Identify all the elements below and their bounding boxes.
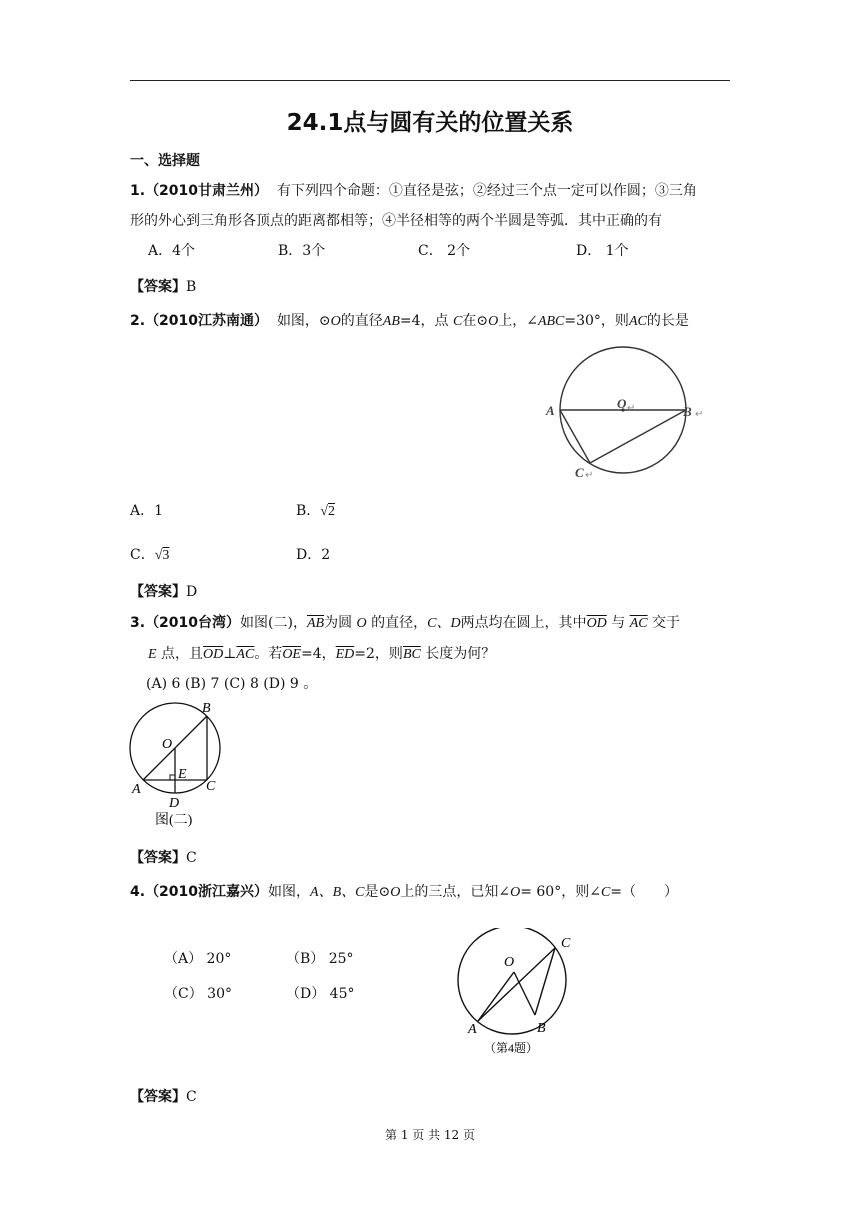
q1-source: （2010甘肃兰州） [145, 183, 269, 199]
q2-var-ac: AC [628, 314, 647, 329]
q2-label-a: A [546, 403, 555, 418]
section-heading: 一、选择题 [130, 153, 200, 169]
q3-text: 长度为何？ [425, 646, 496, 662]
q2-answer-value: D [186, 584, 198, 600]
q2-text: 上，∠ [498, 313, 538, 329]
q3-var-cd: C、D [427, 616, 461, 631]
q4-radius-ob [514, 972, 535, 1015]
q1-answer-label: 【答案】 [130, 279, 186, 295]
q4-var-o: O [510, 885, 521, 900]
q4-text: =（ ） [610, 884, 679, 900]
q3-text: 。若 [254, 646, 283, 662]
q3-seg-ed: $\overline{ED}$ [335, 647, 355, 662]
page-title: 24.1点与圆有关的位置关系 [286, 110, 574, 136]
q2-mark-c: ↵ [585, 470, 594, 481]
q3-text: 与 [611, 615, 626, 631]
q4-var-abc: A、B、C [310, 885, 365, 900]
q3-right-angle-mark [170, 775, 175, 780]
q1-option-c: C． 2个 [418, 243, 471, 259]
q3-seg-ab: $\overline{AB}$ [306, 616, 325, 631]
q2-text: 在⊙ [462, 313, 489, 329]
q3-label-b: B [202, 701, 211, 716]
page-footer: 第 1 页 共 12 页 [385, 1128, 475, 1142]
q2-label-o: O [617, 396, 627, 411]
q2-var-c: C [453, 314, 463, 329]
q4-option-b: （B） 25° [286, 951, 354, 967]
q4-text: 上的三点，已知∠ [400, 884, 511, 900]
q3-options: (A) 6 (B) 7 (C) 8 (D) 9 。 [146, 676, 318, 692]
q2-var-o: O [488, 314, 499, 329]
q1-line1 [130, 180, 697, 200]
q4-text: = 60°，则∠ [520, 884, 601, 900]
q4-label-b: B [537, 1021, 546, 1036]
q2-var-ab: AB [382, 314, 400, 329]
q4-radius-oa [478, 972, 514, 1021]
sqrt-sign: √ [154, 548, 163, 563]
q2-option-a: A．1 [130, 503, 164, 519]
q2-text: 的长是 [646, 313, 689, 329]
q2-mark-b: ↵ [695, 409, 704, 420]
q1-option-b: B．3个 [278, 243, 326, 259]
q2-text: 如图，⊙ [276, 313, 331, 329]
q1-number: 1. [130, 183, 146, 199]
q4-text: 如图， [268, 884, 311, 900]
q4-option-c: （C） 30° [164, 986, 232, 1002]
q3-seg-oe: $\overline{OE}$ [282, 647, 301, 662]
q2-label-b: B [683, 404, 692, 419]
q3-answer-label: 【答案】 [130, 850, 186, 866]
q2-chord-ac [560, 410, 590, 463]
q4-stem [130, 881, 678, 901]
q2-option-c-label: C． [130, 547, 155, 563]
q3-seg-od: $\overline{OD}$ [586, 616, 607, 631]
q3-stem-line1 [130, 612, 680, 632]
q4-option-d: （D） 45° [286, 986, 355, 1002]
q3-number: 3. [130, 615, 146, 631]
q1-answer-value: B [186, 279, 197, 295]
q3-source: （2010台湾） [145, 615, 241, 631]
q2-text: 的直径 [340, 313, 383, 329]
q3-var-o: O [356, 616, 367, 631]
q4-text: 是⊙ [364, 884, 391, 900]
q3-text: 如图(二)， [240, 615, 307, 631]
q2-label-c: C [575, 465, 584, 480]
q1-option-a: A．4个 [148, 243, 196, 259]
q2-text: =4，点 [399, 313, 449, 329]
q3-text: 的直径， [371, 615, 428, 631]
q2-text: =30°，则 [564, 313, 629, 329]
q4-option-a: （A） 20° [164, 951, 232, 967]
header-rule [130, 80, 730, 81]
q4-answer [130, 1086, 197, 1106]
q3-text: 为圆 [324, 615, 353, 631]
q2-option-b [296, 500, 335, 520]
q4-label-a: A [468, 1022, 477, 1037]
q4-answer-value: C [186, 1089, 197, 1105]
q3-answer [130, 847, 197, 867]
q2-option-b-label: B． [296, 503, 321, 519]
q1-text-line2: 形的外心到三角形各顶点的距离都相等；④半径相等的两个半圆是等弧．其中正确的有 [130, 213, 662, 229]
q3-var-e: E [148, 647, 157, 662]
q3-label-a: A [132, 782, 141, 797]
q3-seg-ac: $\overline{AC}$ [629, 616, 648, 631]
q4-figure [450, 928, 590, 1064]
q3-text: 点，且 [161, 646, 204, 662]
q3-seg-od: $\overline{OD}$ [203, 647, 224, 662]
q4-var-o: O [390, 885, 401, 900]
q4-number: 4. [130, 884, 146, 900]
q3-text: 交于 [652, 615, 681, 631]
sqrt-sign: √ [320, 504, 328, 519]
q2-var-o: O [330, 314, 341, 329]
q2-figure [540, 326, 710, 486]
q4-label-c: C [561, 936, 571, 951]
q3-perp-sign: ⊥ [223, 646, 237, 662]
q2-chord-bc [590, 410, 686, 463]
q4-var-c: C [600, 885, 611, 900]
q3-figure-caption: 图(二) [155, 813, 193, 828]
q1-text-line1: 有下列四个命题：①直径是弦；②经过三个点一定可以作圆；③三角 [276, 183, 697, 199]
q3-label-d: D [169, 796, 180, 811]
q4-label-o: O [504, 955, 515, 970]
q1-answer [130, 276, 196, 296]
q2-var-abc: ABC [537, 314, 565, 329]
q4-answer-label: 【答案】 [130, 1089, 186, 1105]
q3-label-e: E [178, 767, 187, 782]
q2-mark-o: ↵ [627, 403, 636, 414]
q2-source: （2010江苏南通） [145, 313, 269, 329]
q3-text: =2，则 [354, 646, 403, 662]
q3-text: =4， [300, 646, 336, 662]
q2-option-c-radicand: 3 [162, 548, 170, 563]
q1-option-d: D． 1个 [576, 243, 629, 259]
q3-text: 两点均在圆上，其中 [460, 615, 587, 631]
q3-figure [122, 698, 232, 834]
q2-number: 2. [130, 313, 146, 329]
q3-seg-bc: $\overline{BC}$ [402, 647, 421, 662]
q2-answer [130, 581, 197, 601]
q2-option-d: D．2 [296, 547, 331, 563]
q4-circle [458, 928, 566, 1034]
q3-seg-ac: $\overline{AC}$ [236, 647, 255, 662]
q2-answer-label: 【答案】 [130, 584, 186, 600]
q3-stem-line2 [148, 643, 495, 663]
q3-label-c: C [206, 779, 216, 794]
q2-option-b-radicand: 2 [327, 504, 335, 519]
q3-answer-value: C [186, 850, 197, 866]
q3-label-o: O [162, 737, 173, 752]
q4-figure-caption: （第4题） [484, 1041, 539, 1055]
q4-source: （2010浙江嘉兴） [145, 884, 269, 900]
q2-option-c [130, 544, 169, 564]
